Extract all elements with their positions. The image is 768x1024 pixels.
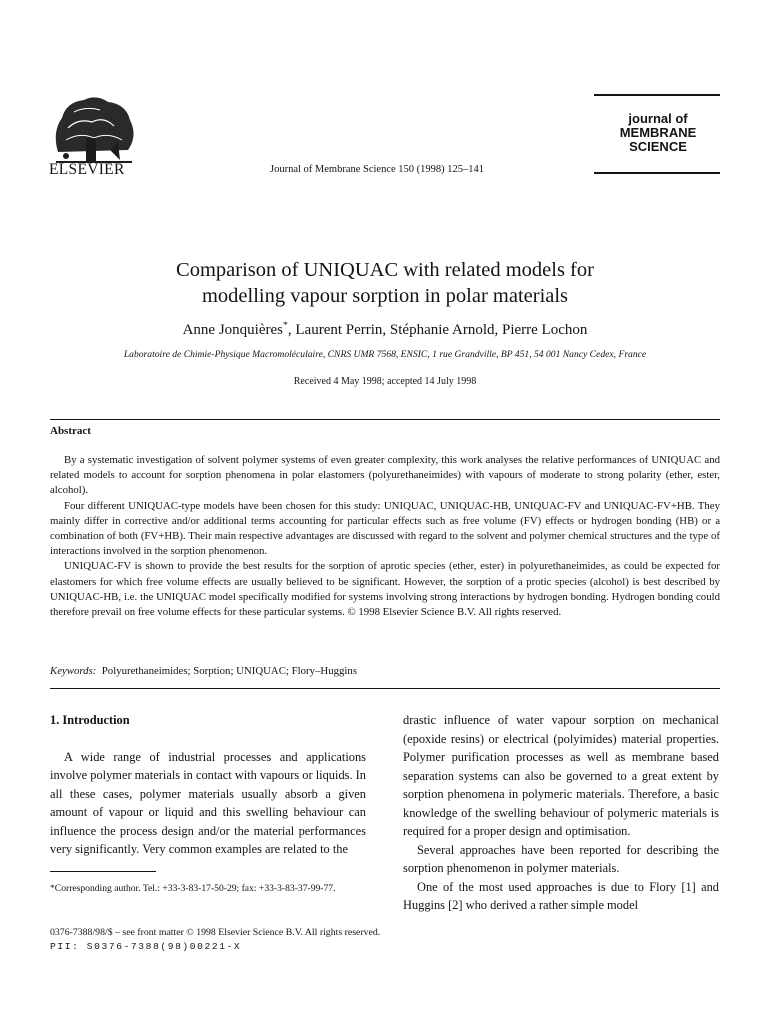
abstract-paragraph: UNIQUAC-FV is shown to provide the best results for the sorption of aprotic species (ether, ester) in polyurethaneimides, as could be expected for elastomers for which free volume effects are usually believed to be significant. However, the sorption of a protic species (alcohol) is best described by UNIQUAC-HB, i.e. the UNIQUAC model specifically modified for systems involving strong interactions by hydrogen bonding. Hydrogen bonding could therefore prevail on free volume effects for these particular systems. © 1998 Elsevier Science B.V. All rights reserved.	[50, 560, 720, 619]
publisher-name: ELSEVIER	[49, 161, 125, 178]
journal-title-line3: SCIENCE	[629, 139, 687, 154]
footnote: *Corresponding author. Tel.: +33-3-83-17-50-29; fax: +33-3-83-37-99-77.	[50, 883, 336, 894]
section-heading: 1. Introduction	[50, 713, 130, 727]
author-list	[40, 320, 730, 339]
body-paragraph: Several approaches have been reported for describing the sorption phenomenon in polymer materials.	[403, 842, 719, 875]
article-title	[40, 257, 730, 309]
front-matter-line: 0376-7388/98/$ – see front matter © 1998 Elsevier Science B.V. All rights reserved.	[50, 927, 381, 938]
journal-title-line2: MEMBRANE	[619, 125, 697, 140]
body-paragraph: drastic influence of water vapour sorption on mechanical (epoxide resins) or electrical (polyimides) material properties. Polymer purification processes as well as membrane based separation systems can also be governed to a great extent by sorption phenomena in polymeric materials. Therefore, a basic knowledge of the swelling behaviour of polymeric materials is required for a proper design and optimisation.	[403, 713, 719, 838]
pii-line: PII: S0376-7388(98)00221-X	[50, 941, 242, 952]
body-column-right	[403, 711, 719, 915]
elsevier-tree-logo	[48, 92, 138, 170]
abstract-body	[50, 453, 720, 620]
keywords-label: Keywords:	[50, 665, 97, 677]
abstract-heading: Abstract	[50, 425, 91, 437]
keywords-list: Polyurethaneimides; Sorption; UNIQUAC; Flory–Huggins	[101, 665, 358, 677]
author-affiliation: Laboratoire de Chimie-Physique Macromoléculaire, CNRS UMR 7568, ENSIC, 1 rue Grandville, BP 451, 54 001 Nancy Cedex, France	[123, 349, 647, 360]
body-paragraph: A wide range of industrial processes and applications involve polymer materials in contact with vapours or liquids. In all these cases, polymer materials usually absorb a given amount of vapour or liquid and this swelling behaviour can influence the process design and/or the material performances very significantly. Very common examples are related to the	[50, 749, 366, 856]
journal-rule-bottom	[594, 172, 720, 174]
keywords	[50, 665, 720, 677]
journal-citation: Journal of Membrane Science 150 (1998) 125–141	[270, 164, 485, 175]
footnote-rule	[50, 871, 156, 872]
article-title-line2: modelling vapour sorption in polar materials	[201, 285, 569, 307]
abstract-paragraph: By a systematic investigation of solvent polymer systems of even greater complexity, this work analyses the relative performances of UNIQUAC and related models to account for sorption phenomena in polar elastomers (polyurethaneimides) with vapours of moderate to strong polarity (ether, ester, alcohol).	[50, 454, 720, 497]
journal-rule-top	[594, 94, 720, 96]
corresponding-author-mark[interactable]: *	[283, 320, 288, 331]
abstract-rule-top	[50, 419, 720, 420]
journal-title-line1: journal of	[628, 111, 688, 126]
body-paragraph: One of the most used approaches is due to Flory [1] and Huggins [2] who derived a rather simple model	[403, 879, 719, 912]
received-dates: Received 4 May 1998; accepted 14 July 1998	[293, 376, 477, 387]
journal-title-block	[596, 112, 720, 154]
author-others: , Laurent Perrin, Stéphanie Arnold, Pierre Lochon	[287, 322, 588, 338]
body-column-left	[50, 711, 366, 859]
abstract-paragraph: Four different UNIQUAC-type models have been chosen for this study: UNIQUAC, UNIQUAC-HB, UNIQUAC-FV and UNIQUAC-FV+HB. They mainly differ in corrective and/or additional terms accounting for particular effects such as free volume (FV) effects or hydrogen bonding (HB) or a combination of both (FV+HB). Their main respective advantages are discussed with regard to the solvent and polymer chemical structures and the type of interactions involved in the sorption phenomenon.	[50, 499, 720, 558]
abstract-rule-bottom	[50, 688, 720, 689]
article-title-line1: Comparison of UNIQUAC with related models for	[176, 259, 594, 281]
author-first: Anne Jonquières	[182, 322, 283, 338]
